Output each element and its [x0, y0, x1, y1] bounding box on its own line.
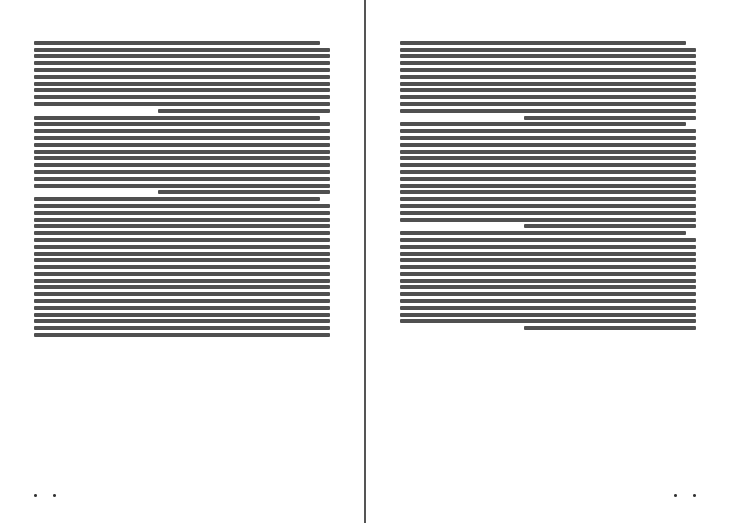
text-line [400, 313, 696, 317]
text-line [400, 122, 686, 126]
text-line [34, 163, 330, 167]
text-line [400, 143, 696, 147]
text-line [400, 265, 696, 269]
text-line [34, 231, 330, 235]
text-line [34, 150, 330, 154]
text-line [34, 54, 330, 58]
text-line [34, 299, 330, 303]
text-line [524, 224, 696, 228]
text-line [34, 258, 330, 262]
text-line [34, 238, 330, 242]
text-line [400, 61, 696, 65]
text-line [34, 122, 330, 126]
text-line [400, 156, 696, 160]
text-line [400, 211, 696, 215]
text-line [400, 177, 696, 181]
text-line [400, 197, 696, 201]
text-line [400, 245, 696, 249]
left-page [0, 0, 364, 523]
text-line [34, 82, 330, 86]
text-line [400, 272, 696, 276]
text-line [400, 48, 696, 52]
text-line [524, 116, 696, 120]
left-page-footer [34, 488, 330, 502]
text-line [400, 306, 696, 310]
text-line [400, 258, 696, 262]
text-line [400, 129, 696, 133]
text-line [34, 48, 330, 52]
left-page-text-block [34, 38, 330, 470]
text-line [34, 333, 330, 337]
text-line [400, 218, 696, 222]
text-line [400, 184, 696, 188]
text-line [400, 54, 696, 58]
text-line [158, 190, 330, 194]
text-line [34, 279, 330, 283]
text-line [34, 156, 330, 160]
text-line [34, 252, 330, 256]
text-line [400, 102, 696, 106]
text-line [400, 299, 696, 303]
text-line [400, 292, 696, 296]
text-line [34, 170, 330, 174]
text-line [34, 292, 330, 296]
text-line [34, 204, 330, 208]
text-line [34, 136, 330, 140]
footer-dot [674, 494, 677, 497]
text-line [400, 238, 696, 242]
text-line [400, 109, 696, 113]
text-line [34, 265, 330, 269]
text-line [400, 136, 696, 140]
right-page [366, 0, 730, 523]
text-line [400, 231, 686, 235]
text-line [34, 61, 330, 65]
text-line [400, 41, 686, 45]
text-line [34, 88, 330, 92]
text-line [400, 190, 696, 194]
footer-dot [693, 494, 696, 497]
footer-dot [34, 494, 37, 497]
text-line [158, 109, 330, 113]
text-line [524, 326, 696, 330]
text-line [34, 319, 330, 323]
text-line [34, 75, 330, 79]
right-page-footer [400, 488, 696, 502]
text-line [34, 245, 330, 249]
text-line [400, 88, 696, 92]
text-line [34, 218, 330, 222]
text-line [34, 326, 330, 330]
text-line [400, 68, 696, 72]
text-line [400, 150, 696, 154]
text-line [400, 82, 696, 86]
text-line [400, 75, 696, 79]
right-page-text-block [400, 38, 696, 470]
text-line [34, 177, 330, 181]
text-line [34, 211, 330, 215]
text-line [34, 116, 320, 120]
text-line [400, 170, 696, 174]
text-line [400, 163, 696, 167]
text-line [34, 197, 320, 201]
text-line [34, 41, 320, 45]
text-line [400, 279, 696, 283]
text-line [34, 95, 330, 99]
text-line [34, 224, 330, 228]
text-line [400, 95, 696, 99]
text-line [34, 143, 330, 147]
text-line [34, 272, 330, 276]
text-line [34, 68, 330, 72]
text-line [34, 129, 330, 133]
text-line [34, 313, 330, 317]
text-line [34, 285, 330, 289]
text-line [400, 204, 696, 208]
text-line [400, 319, 696, 323]
text-line [34, 102, 330, 106]
text-line [34, 306, 330, 310]
text-line [400, 252, 696, 256]
text-line [400, 285, 696, 289]
text-line [34, 184, 330, 188]
footer-dot [53, 494, 56, 497]
